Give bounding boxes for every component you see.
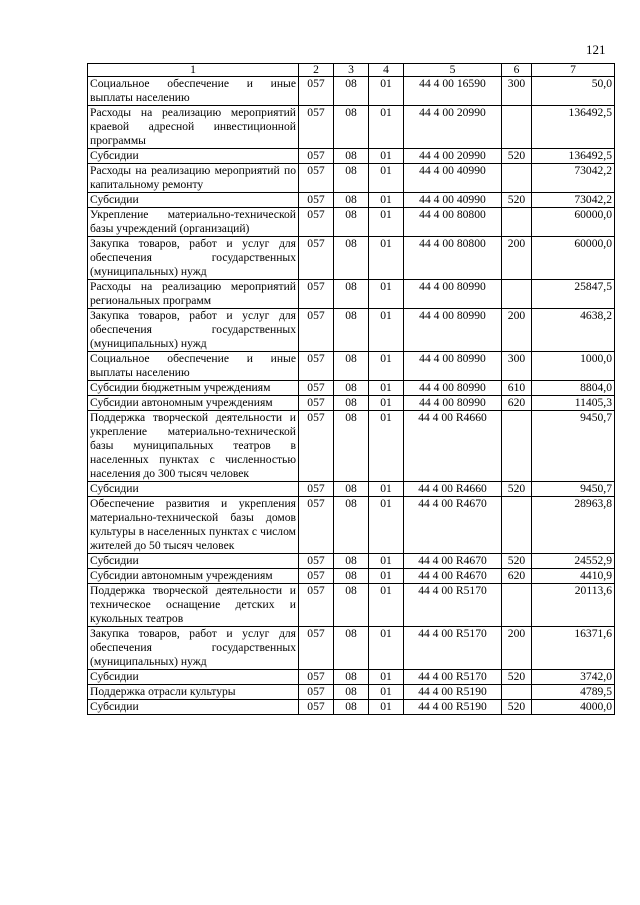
row-target-article: 44 4 00 80990 [404,352,502,381]
row-amount: 73042,2 [532,193,615,208]
row-name: Субсидии автономным учреждениям [88,569,299,584]
table-row [88,309,615,352]
header-cell-1: 1 [88,64,299,77]
table-row [88,411,615,482]
row-expense-type [502,685,532,700]
row-section: 08 [334,396,369,411]
row-expense-type [502,411,532,482]
row-subsection: 01 [369,497,404,554]
row-name: Социальное обеспечение и иные выплаты населению [88,77,299,106]
row-ministry-code: 057 [299,554,334,569]
row-expense-type: 520 [502,193,532,208]
table-row [88,381,615,396]
row-section: 08 [334,309,369,352]
row-section: 08 [334,164,369,193]
row-ministry-code: 057 [299,193,334,208]
row-section: 08 [334,627,369,670]
row-ministry-code: 057 [299,670,334,685]
row-expense-type: 520 [502,554,532,569]
row-target-article: 44 4 00 80990 [404,381,502,396]
row-expense-type: 520 [502,700,532,715]
row-name: Укрепление материально-технической базы учреждений (организаций) [88,208,299,237]
row-section: 08 [334,700,369,715]
row-ministry-code: 057 [299,411,334,482]
row-subsection: 01 [369,627,404,670]
row-expense-type: 520 [502,670,532,685]
row-expense-type: 200 [502,237,532,280]
row-amount: 4789,5 [532,685,615,700]
row-target-article: 44 4 00 40990 [404,164,502,193]
row-target-article: 44 4 00 20990 [404,106,502,149]
row-amount: 4000,0 [532,700,615,715]
row-subsection: 01 [369,77,404,106]
row-expense-type: 520 [502,149,532,164]
row-target-article: 44 4 00 R4660 [404,411,502,482]
row-name: Субсидии автономным учреждениям [88,396,299,411]
row-amount: 73042,2 [532,164,615,193]
row-ministry-code: 057 [299,497,334,554]
row-amount: 9450,7 [532,482,615,497]
row-ministry-code: 057 [299,627,334,670]
row-name: Расходы на реализацию мероприятий по капитальному ремонту [88,164,299,193]
row-ministry-code: 057 [299,309,334,352]
row-target-article: 44 4 00 R4670 [404,497,502,554]
row-expense-type [502,208,532,237]
row-amount: 136492,5 [532,149,615,164]
row-target-article: 44 4 00 R4670 [404,569,502,584]
row-name: Обеспечение развития и укрепления материально-технической базы домов культуры в населенных пунктах с числом жителей до 50 тысяч человек [88,497,299,554]
row-name: Социальное обеспечение и иные выплаты населению [88,352,299,381]
row-expense-type [502,106,532,149]
row-name: Закупка товаров, работ и услуг для обеспечения государственных (муниципальных) нужд [88,309,299,352]
row-amount: 16371,6 [532,627,615,670]
row-section: 08 [334,670,369,685]
row-amount: 1000,0 [532,352,615,381]
row-section: 08 [334,149,369,164]
table-row [88,193,615,208]
row-target-article: 44 4 00 80800 [404,237,502,280]
row-name: Расходы на реализацию мероприятий краевой адресной инвестиционной программы [88,106,299,149]
row-amount: 25847,5 [532,280,615,309]
row-amount: 50,0 [532,77,615,106]
row-amount: 8804,0 [532,381,615,396]
table-row [88,77,615,106]
row-subsection: 01 [369,149,404,164]
row-subsection: 01 [369,482,404,497]
row-amount: 24552,9 [532,554,615,569]
row-ministry-code: 057 [299,396,334,411]
row-ministry-code: 057 [299,482,334,497]
row-name: Поддержка творческой деятельности и техническое оснащение детских и кукольных театров [88,584,299,627]
table-row [88,352,615,381]
row-section: 08 [334,193,369,208]
table-row [88,149,615,164]
row-expense-type: 620 [502,569,532,584]
row-expense-type [502,164,532,193]
row-name: Субсидии [88,554,299,569]
row-expense-type: 300 [502,352,532,381]
row-subsection: 01 [369,569,404,584]
table-row [88,685,615,700]
row-name: Закупка товаров, работ и услуг для обеспечения государственных (муниципальных) нужд [88,237,299,280]
row-target-article: 44 4 00 R5170 [404,670,502,685]
row-section: 08 [334,497,369,554]
header-cell-3: 3 [334,64,369,77]
header-cell-7: 7 [532,64,615,77]
row-expense-type: 200 [502,627,532,670]
row-expense-type: 200 [502,309,532,352]
table-row [88,554,615,569]
row-ministry-code: 057 [299,584,334,627]
table-row [88,497,615,554]
row-section: 08 [334,482,369,497]
row-subsection: 01 [369,164,404,193]
header-cell-5: 5 [404,64,502,77]
table-row [88,569,615,584]
row-subsection: 01 [369,584,404,627]
row-target-article: 44 4 00 40990 [404,193,502,208]
page-number: 121 [586,42,606,57]
row-name: Субсидии [88,149,299,164]
row-name: Расходы на реализацию мероприятий региональных программ [88,280,299,309]
row-section: 08 [334,569,369,584]
table-row [88,482,615,497]
row-section: 08 [334,106,369,149]
row-expense-type [502,584,532,627]
row-ministry-code: 057 [299,569,334,584]
row-amount: 60000,0 [532,237,615,280]
row-name: Закупка товаров, работ и услуг для обеспечения государственных (муниципальных) нужд [88,627,299,670]
row-amount: 3742,0 [532,670,615,685]
row-target-article: 44 4 00 16590 [404,77,502,106]
row-name: Субсидии [88,670,299,685]
table-row [88,670,615,685]
row-subsection: 01 [369,700,404,715]
header-cell-2: 2 [299,64,334,77]
row-ministry-code: 057 [299,149,334,164]
row-section: 08 [334,77,369,106]
row-section: 08 [334,280,369,309]
table-row [88,700,615,715]
row-ministry-code: 057 [299,700,334,715]
table-row [88,106,615,149]
row-subsection: 01 [369,685,404,700]
row-amount: 28963,8 [532,497,615,554]
row-expense-type: 610 [502,381,532,396]
table-row [88,164,615,193]
row-subsection: 01 [369,309,404,352]
budget-table [87,63,615,715]
row-target-article: 44 4 00 80990 [404,396,502,411]
row-target-article: 44 4 00 20990 [404,149,502,164]
table-row [88,280,615,309]
row-expense-type [502,280,532,309]
row-subsection: 01 [369,554,404,569]
table-row [88,584,615,627]
row-expense-type [502,497,532,554]
row-name: Поддержка творческой деятельности и укрепление материально-технической базы муниципальных театров в населенных пунктах с численностью населения до 300 тысяч человек [88,411,299,482]
row-target-article: 44 4 00 80990 [404,309,502,352]
row-section: 08 [334,685,369,700]
row-amount: 11405,3 [532,396,615,411]
row-ministry-code: 057 [299,106,334,149]
row-expense-type: 620 [502,396,532,411]
row-target-article: 44 4 00 80800 [404,208,502,237]
table-row [88,237,615,280]
row-ministry-code: 057 [299,164,334,193]
row-section: 08 [334,352,369,381]
row-amount: 136492,5 [532,106,615,149]
row-ministry-code: 057 [299,381,334,396]
row-amount: 60000,0 [532,208,615,237]
row-ministry-code: 057 [299,237,334,280]
row-target-article: 44 4 00 R5170 [404,584,502,627]
header-cell-4: 4 [369,64,404,77]
row-section: 08 [334,554,369,569]
table-row [88,208,615,237]
table-row [88,396,615,411]
row-ministry-code: 057 [299,352,334,381]
row-subsection: 01 [369,670,404,685]
row-target-article: 44 4 00 R5190 [404,685,502,700]
row-section: 08 [334,237,369,280]
row-name: Субсидии [88,193,299,208]
row-target-article: 44 4 00 R4670 [404,554,502,569]
row-section: 08 [334,584,369,627]
row-name: Субсидии бюджетным учреждениям [88,381,299,396]
row-section: 08 [334,208,369,237]
row-name: Поддержка отрасли культуры [88,685,299,700]
row-ministry-code: 057 [299,77,334,106]
row-ministry-code: 057 [299,208,334,237]
table-row [88,627,615,670]
row-amount: 9450,7 [532,411,615,482]
row-subsection: 01 [369,396,404,411]
row-subsection: 01 [369,381,404,396]
row-subsection: 01 [369,106,404,149]
row-expense-type: 520 [502,482,532,497]
row-subsection: 01 [369,208,404,237]
row-target-article: 44 4 00 R5170 [404,627,502,670]
row-name: Субсидии [88,700,299,715]
row-subsection: 01 [369,280,404,309]
row-subsection: 01 [369,411,404,482]
row-subsection: 01 [369,193,404,208]
row-target-article: 44 4 00 R4660 [404,482,502,497]
row-amount: 4410,9 [532,569,615,584]
row-name: Субсидии [88,482,299,497]
row-target-article: 44 4 00 80990 [404,280,502,309]
row-expense-type: 300 [502,77,532,106]
row-section: 08 [334,411,369,482]
row-ministry-code: 057 [299,280,334,309]
row-subsection: 01 [369,237,404,280]
header-row [88,64,615,77]
row-target-article: 44 4 00 R5190 [404,700,502,715]
row-amount: 4638,2 [532,309,615,352]
row-ministry-code: 057 [299,685,334,700]
row-amount: 20113,6 [532,584,615,627]
row-subsection: 01 [369,352,404,381]
row-section: 08 [334,381,369,396]
header-cell-6: 6 [502,64,532,77]
